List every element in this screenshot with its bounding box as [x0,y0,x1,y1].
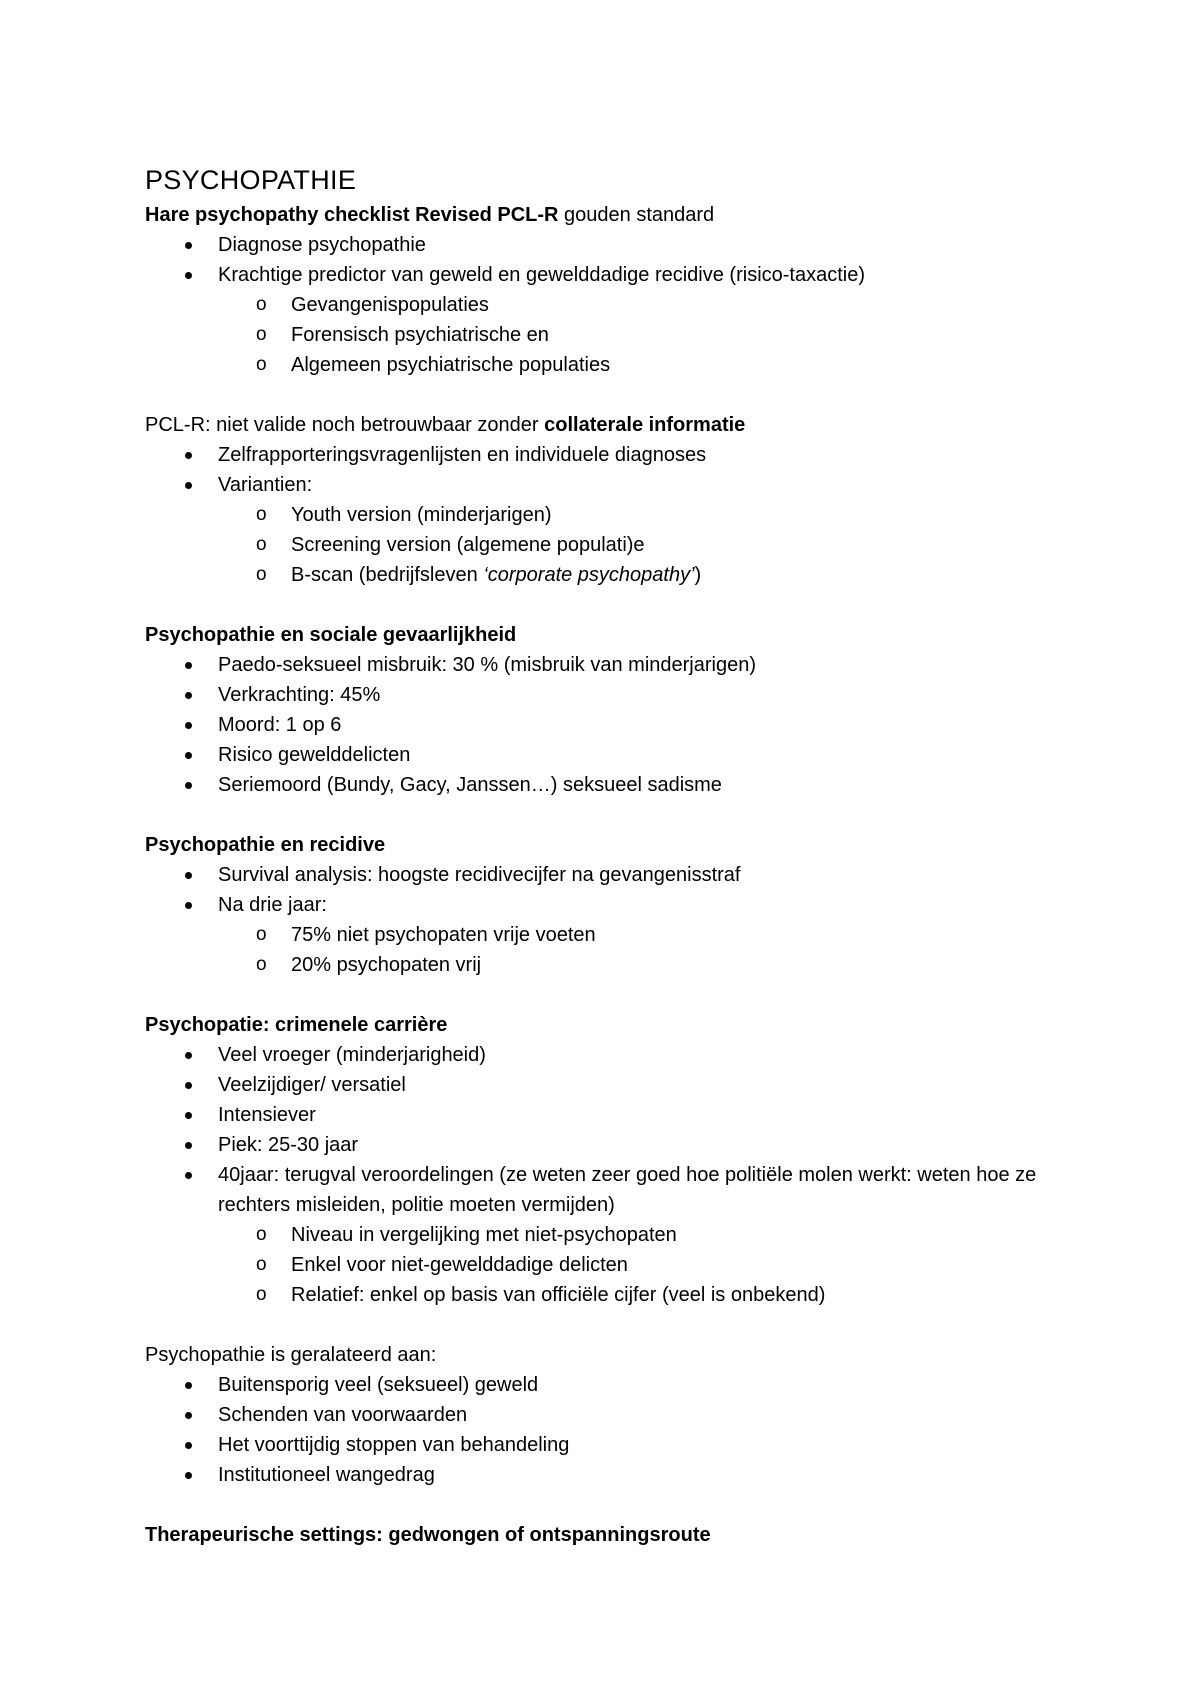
section-heading [145,200,1095,230]
sub-list [218,920,1095,980]
list-item [145,260,1095,380]
section-heading: Therapeurische settings: gedwongen of ontspanningsroute [145,1524,711,1546]
heading-text: gouden standard [558,204,715,226]
list-item: Intensiever [145,1100,1095,1130]
section-heading [145,410,1095,440]
list-item: Buitensporig veel (seksueel) geweld [145,1370,1095,1400]
list-item: Paedo-seksueel misbruik: 30 % (misbruik van minderjarigen) [145,650,1095,680]
list-item: Institutioneel wangedrag [145,1460,1095,1490]
list-item: Diagnose psychopathie [145,230,1095,260]
sub-list [218,500,1095,590]
list-item: Moord: 1 op 6 [145,710,1095,740]
section-pcl-r [145,200,1095,380]
list-item: Piek: 25-30 jaar [145,1130,1095,1160]
section-heading: Psychopathie en recidive [145,834,386,856]
sub-list-item: o Niveau in vergelijking met niet-psychopaten [218,1220,1095,1250]
list-item-text: 40jaar: terugval veroordelingen (ze weten zeer goed hoe politiële molen werkt: weten hoe ze rechters misleiden, politie moeten vermijden) [218,1164,1037,1216]
bullet-list [145,650,1095,800]
list-item-text: Krachtige predictor van geweld en gewelddadige recidive (risico-taxactie) [218,264,866,286]
bullet-list [145,1040,1095,1310]
list-item [145,1160,1095,1310]
sub-list-item: o 75% niet psychopaten vrije voeten [218,920,1095,950]
heading-bold: collaterale informatie [544,414,746,436]
list-item: Risico gewelddelicten [145,740,1095,770]
document-page [145,160,1095,1550]
sub-list [218,1220,1095,1310]
sub-item-text: B-scan (bedrijfsleven [291,564,484,586]
list-item: Verkrachting: 45% [145,680,1095,710]
list-item: Zelfrapporteringsvragenlijsten en individuele diagnoses [145,440,1095,470]
bullet-list [145,440,1095,590]
list-item: Veelzijdiger/ versatiel [145,1070,1095,1100]
list-item: Survival analysis: hoogste recidivecijfer na gevangenisstraf [145,860,1095,890]
list-item-text: Na drie jaar: [218,894,327,916]
list-item-text: Variantien: [218,474,313,496]
heading-text: PCL-R: niet valide noch betrouwbaar zonder [145,414,545,436]
sub-list-item [218,560,1095,590]
document-title: PSYCHOPATHIE [145,165,357,195]
list-item: Veel vroeger (minderjarigheid) [145,1040,1095,1070]
bullet-list [145,230,1095,380]
list-item: Seriemoord (Bundy, Gacy, Janssen…) seksueel sadisme [145,770,1095,800]
section-heading: Psychopatie: crimenele carrière [145,1014,448,1036]
sub-list-item: o 20% psychopaten vrij [218,950,1095,980]
sub-list-item: o Forensisch psychiatrische en [218,320,1095,350]
sub-item-text: ) [694,564,702,586]
section-collaterale-informatie [145,410,1095,590]
section-sociale-gevaarlijkheid [145,620,1095,800]
list-item: Het voorttijdig stoppen van behandeling [145,1430,1095,1460]
sub-list [218,290,1095,380]
list-item [145,890,1095,980]
bullet-list [145,860,1095,980]
section-therapeutische-settings [145,1520,1095,1550]
section-heading: Psychopathie is geralateerd aan: [145,1344,437,1366]
sub-list-item: o Relatief: enkel op basis van officiële cijfer (veel is onbekend) [218,1280,1095,1310]
heading-bold: Hare psychopathy checklist Revised PCL-R [145,204,559,226]
sub-item-italic: ‘corporate psychopathy’ [483,564,695,586]
sub-list-item: o Algemeen psychiatrische populaties [218,350,1095,380]
section-recidive [145,830,1095,980]
sub-list-item: o Youth version (minderjarigen) [218,500,1095,530]
bullet-list [145,1370,1095,1490]
section-gerelateerd-aan [145,1340,1095,1490]
list-item [145,470,1095,590]
sub-list-item: o Enkel voor niet-gewelddadige delicten [218,1250,1095,1280]
sub-list-item: o Gevangenispopulaties [218,290,1095,320]
section-heading: Psychopathie en sociale gevaarlijkheid [145,624,517,646]
sub-list-item: o Screening version (algemene populati)e [218,530,1095,560]
section-crimenele-carriere [145,1010,1095,1310]
list-item: Schenden van voorwaarden [145,1400,1095,1430]
